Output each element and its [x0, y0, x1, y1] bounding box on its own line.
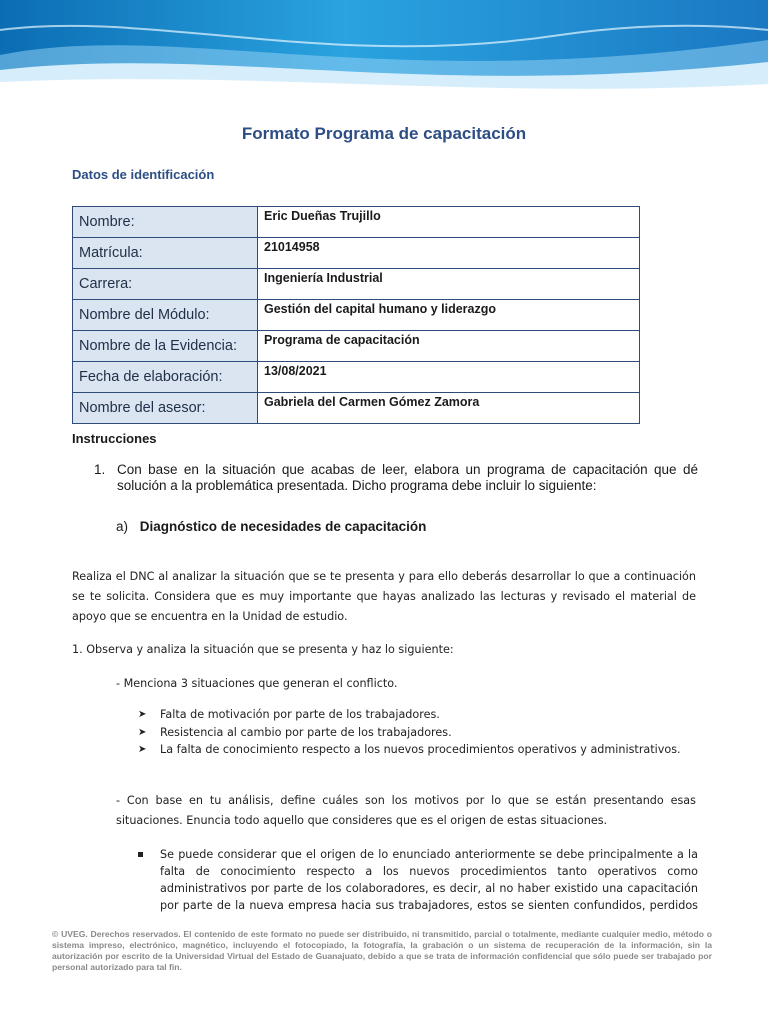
list-item-text: Falta de motivación por parte de los trabajadores. [160, 708, 440, 721]
document-title: Formato Programa de capacitación [241, 124, 527, 143]
table-row [73, 362, 640, 393]
field-label: Nombre: [73, 207, 258, 238]
banner-graphic [0, 0, 768, 96]
field-value: Ingeniería Industrial [258, 269, 640, 300]
arrow-list [138, 706, 698, 759]
instruction-text: Con base en la situación que acabas de leer, elabora un programa de capacitación que dé solución a la problemática presentada. Dicho programa debe incluir lo siguiente: [117, 462, 698, 493]
section-letter: a) [116, 519, 129, 534]
footer-notice: © UVEG. Derechos reservados. El contenido de este formato no puede ser distribuido, ni transmitido, parcial o totalmente, mediante cualquier medio, método o sistema impreso, electrónico, magnético, incluyendo el fotocopiado, la fotografía, la grabación o un sistema de recuperación de la información, sin la autorización por escrito de la Universidad Virtual del Estado de Guanajuato, debido a que se trata de información confidencial que sólo puede ser trabajado por personal autorizado para tal fin. [52, 929, 712, 972]
field-value: 21014958 [258, 238, 640, 269]
square-bullet-icon [138, 852, 143, 857]
table-row [73, 269, 640, 300]
table-row [73, 300, 640, 331]
body-paragraph: 1. Observa y analiza la situación que se presenta y haz lo siguiente: [72, 643, 454, 656]
arrow-bullet-icon: ➤ [138, 726, 147, 738]
list-item [138, 706, 698, 724]
list-item-text: La falta de conocimiento respecto a los nuevos procedimientos operativos y administrativos. [160, 743, 681, 756]
field-value: Gabriela del Carmen Gómez Zamora [258, 393, 640, 424]
section-title: Diagnóstico de necesidades de capacitación [139, 519, 427, 534]
arrow-bullet-icon: ➤ [138, 709, 147, 720]
identification-table [72, 206, 640, 424]
list-item [138, 741, 698, 759]
field-value: Programa de capacitación [258, 331, 640, 362]
bullet-item [138, 846, 698, 914]
instruction-number: 1. [94, 462, 106, 477]
table-row [73, 238, 640, 269]
instructions-heading: Instrucciones [72, 431, 157, 446]
field-label: Fecha de elaboración: [73, 362, 258, 393]
arrow-bullet-icon: ➤ [138, 744, 147, 755]
list-item-text: Resistencia al cambio por parte de los trabajadores. [160, 725, 452, 739]
table-row [73, 331, 640, 362]
section-a-heading [116, 519, 426, 534]
field-label: Nombre de la Evidencia: [73, 331, 258, 362]
section-subtitle: Datos de identificación [72, 167, 215, 182]
field-label: Matrícula: [73, 238, 258, 269]
bullet-text: Se puede considerar que el origen de lo enunciado anteriormente se debe principalmente a la falta de conocimiento respecto a los nuevos procedimientos tanto operativos como administrativos por parte de los colaboradores, es decir, al no haber existido una capacitación por parte de la nueva empresa hacia sus trabajadores, estos se sienten confundidos, perdidos [160, 848, 698, 912]
body-paragraph: Realiza el DNC al analizar la situación que se te presenta y para ello deberás desarrollar lo que a continuación se te solicita. Considera que es muy importante que hayas analizado las lecturas y revisado el material de apoyo que se encuentra en la Unidad de estudio. [72, 570, 696, 623]
list-item [138, 724, 698, 742]
field-label: Nombre del asesor: [73, 393, 258, 424]
field-label: Carrera: [73, 269, 258, 300]
body-paragraph: - Con base en tu análisis, define cuáles son los motivos por lo que se están presentando esas situaciones. Enuncia todo aquello que consideres que es el origen de estas situaciones. [116, 794, 696, 827]
header-banner [0, 0, 768, 96]
field-label: Nombre del Módulo: [73, 300, 258, 331]
table-row [73, 393, 640, 424]
field-value: 13/08/2021 [258, 362, 640, 393]
field-value: Gestión del capital humano y liderazgo [258, 300, 640, 331]
body-paragraph: - Menciona 3 situaciones que generan el conflicto. [116, 677, 398, 690]
instruction-item [94, 462, 698, 494]
field-value: Eric Dueñas Trujillo [258, 207, 640, 238]
footer-divider [0, 916, 768, 930]
table-row [73, 207, 640, 238]
